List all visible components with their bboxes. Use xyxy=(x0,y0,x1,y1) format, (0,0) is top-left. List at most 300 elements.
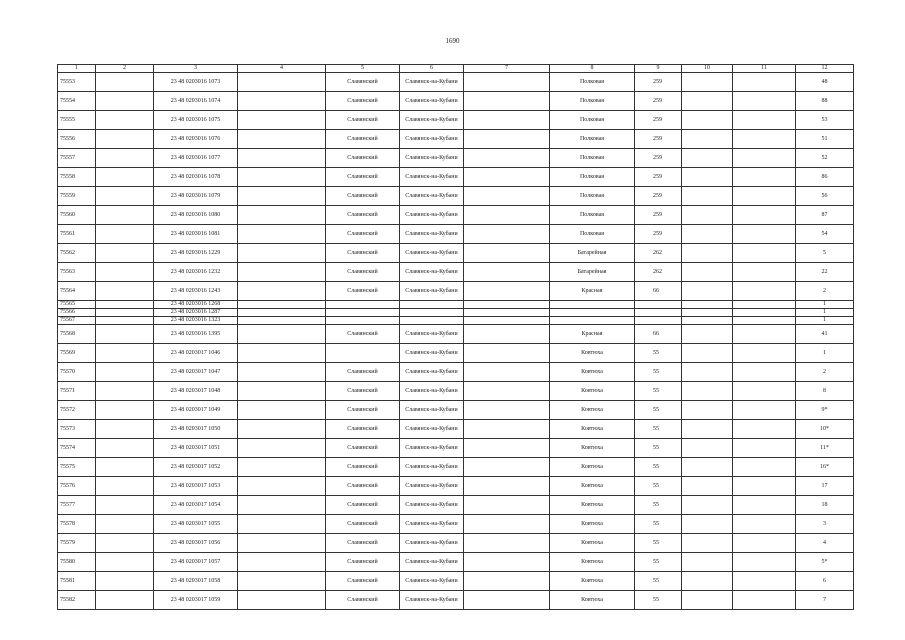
table-cell: Ковтюха xyxy=(550,534,635,553)
table-cell xyxy=(733,225,796,244)
table-cell: Полковая xyxy=(550,111,635,130)
table-cell: 3 xyxy=(796,515,854,534)
table-cell xyxy=(238,401,326,420)
table-cell: 18 xyxy=(796,496,854,515)
table-cell: 75578 xyxy=(58,515,96,534)
table-cell: 1 xyxy=(796,317,854,325)
column-header: 12 xyxy=(796,65,854,73)
table-cell: Славянский xyxy=(326,282,400,301)
table-cell: 23 48 0203017 1052 xyxy=(154,458,238,477)
table-cell xyxy=(682,263,733,282)
table-cell: 41 xyxy=(796,325,854,344)
table-cell xyxy=(682,382,733,401)
table-cell xyxy=(635,317,682,325)
table-cell xyxy=(464,420,550,439)
table-row xyxy=(58,572,854,591)
table-row xyxy=(58,309,854,317)
table-cell xyxy=(464,225,550,244)
table-cell: 55 xyxy=(635,534,682,553)
table-cell xyxy=(464,301,550,309)
column-header: 5 xyxy=(326,65,400,73)
table-cell: 1 xyxy=(796,309,854,317)
table-cell xyxy=(733,572,796,591)
table-cell xyxy=(464,477,550,496)
column-header: 10 xyxy=(682,65,733,73)
table-cell xyxy=(238,301,326,309)
table-cell: 55 xyxy=(635,401,682,420)
table-cell xyxy=(238,534,326,553)
table-row xyxy=(58,477,854,496)
table-cell: Славянск-на-Кубани xyxy=(400,458,464,477)
table-cell: Славянский xyxy=(326,477,400,496)
table-cell xyxy=(733,553,796,572)
table-row xyxy=(58,225,854,244)
table-cell: Славянский xyxy=(326,149,400,168)
table-cell xyxy=(682,401,733,420)
table-cell xyxy=(96,344,154,363)
table-cell xyxy=(682,591,733,610)
table-cell: Славянский xyxy=(326,534,400,553)
table-cell xyxy=(96,458,154,477)
table-body xyxy=(58,65,854,610)
table-cell: 75563 xyxy=(58,263,96,282)
table-cell: 75577 xyxy=(58,496,96,515)
table-cell xyxy=(464,168,550,187)
table-cell: 259 xyxy=(635,111,682,130)
table-cell: 55 xyxy=(635,382,682,401)
table-cell: 23 48 0203016 1077 xyxy=(154,149,238,168)
table-cell xyxy=(326,301,400,309)
table-cell: Ковтюха xyxy=(550,439,635,458)
table-cell: 75557 xyxy=(58,149,96,168)
table-row xyxy=(58,363,854,382)
column-header: 4 xyxy=(238,65,326,73)
table-row xyxy=(58,591,854,610)
table-cell: Полковая xyxy=(550,225,635,244)
table-cell xyxy=(733,534,796,553)
table-cell: 75556 xyxy=(58,130,96,149)
table-cell: 23 48 0203017 1056 xyxy=(154,534,238,553)
table-cell: 259 xyxy=(635,187,682,206)
table-cell xyxy=(238,206,326,225)
table-cell: 23 48 0203016 1074 xyxy=(154,92,238,111)
table-cell xyxy=(238,515,326,534)
table-cell xyxy=(682,439,733,458)
table-cell: 23 48 0203016 1287 xyxy=(154,309,238,317)
table-cell xyxy=(464,401,550,420)
table-cell xyxy=(682,92,733,111)
table-cell: 75560 xyxy=(58,206,96,225)
column-header: 1 xyxy=(58,65,96,73)
table-cell: Полковая xyxy=(550,149,635,168)
table-cell xyxy=(682,458,733,477)
table-cell: 5* xyxy=(796,553,854,572)
table-cell xyxy=(682,206,733,225)
table-cell: Славянский xyxy=(326,92,400,111)
table-cell: 259 xyxy=(635,149,682,168)
table-cell: Ковтюха xyxy=(550,553,635,572)
table-cell: Славянск-на-Кубани xyxy=(400,344,464,363)
table-cell: Славянский xyxy=(326,225,400,244)
table-cell: 259 xyxy=(635,225,682,244)
table-cell xyxy=(682,244,733,263)
table-cell: 55 xyxy=(635,591,682,610)
table-cell: 66 xyxy=(635,325,682,344)
table-cell xyxy=(464,111,550,130)
table-cell xyxy=(464,149,550,168)
table-cell: 23 48 0203016 1268 xyxy=(154,301,238,309)
table-cell xyxy=(682,572,733,591)
column-header: 11 xyxy=(733,65,796,73)
table-cell xyxy=(682,168,733,187)
table-cell: 75571 xyxy=(58,382,96,401)
table-cell xyxy=(96,187,154,206)
table-cell: Полковая xyxy=(550,206,635,225)
table-cell xyxy=(464,206,550,225)
table-cell: Славянск-на-Кубани xyxy=(400,206,464,225)
table-cell: 23 48 0203017 1054 xyxy=(154,496,238,515)
table-cell: Славянский xyxy=(326,420,400,439)
table-cell: 55 xyxy=(635,515,682,534)
table-cell xyxy=(238,282,326,301)
table-cell xyxy=(96,420,154,439)
table-cell xyxy=(733,301,796,309)
table-cell: 75580 xyxy=(58,553,96,572)
table-cell xyxy=(682,225,733,244)
table-cell: Славянск-на-Кубани xyxy=(400,149,464,168)
table-cell: 55 xyxy=(635,420,682,439)
table-row xyxy=(58,73,854,92)
table-cell: 2 xyxy=(796,363,854,382)
table-cell: Славянск-на-Кубани xyxy=(400,439,464,458)
table-cell: 1 xyxy=(796,344,854,363)
table-cell xyxy=(96,225,154,244)
table-cell: 23 48 0203016 1076 xyxy=(154,130,238,149)
table-cell xyxy=(635,309,682,317)
table-cell xyxy=(733,458,796,477)
table-cell: 23 48 0203017 1050 xyxy=(154,420,238,439)
table-cell xyxy=(733,344,796,363)
table-cell: 259 xyxy=(635,206,682,225)
table-cell: Славянск-на-Кубани xyxy=(400,515,464,534)
table-cell: Славянск-на-Кубани xyxy=(400,401,464,420)
table-cell xyxy=(550,309,635,317)
table-cell: Славянск-на-Кубани xyxy=(400,225,464,244)
table-cell xyxy=(682,363,733,382)
table-cell xyxy=(96,363,154,382)
table-cell: 7 xyxy=(796,591,854,610)
table-cell: Ковтюха xyxy=(550,477,635,496)
table-cell: Славянск-на-Кубани xyxy=(400,168,464,187)
table-cell: 259 xyxy=(635,130,682,149)
table-cell: Славянск-на-Кубани xyxy=(400,363,464,382)
table-cell: 75574 xyxy=(58,439,96,458)
table-cell: Славянский xyxy=(326,130,400,149)
table-cell: 55 xyxy=(635,477,682,496)
table-cell xyxy=(733,73,796,92)
table-cell: 23 48 0203017 1051 xyxy=(154,439,238,458)
table-cell: 56 xyxy=(796,187,854,206)
table-cell xyxy=(682,317,733,325)
table-cell: 86 xyxy=(796,168,854,187)
table-cell: Славянский xyxy=(326,496,400,515)
table-cell xyxy=(464,382,550,401)
table-cell: Славянск-на-Кубани xyxy=(400,187,464,206)
table-cell: Славянский xyxy=(326,553,400,572)
table-cell: Славянск-на-Кубани xyxy=(400,553,464,572)
table-cell xyxy=(238,111,326,130)
table-cell xyxy=(238,591,326,610)
table-cell: 87 xyxy=(796,206,854,225)
table-cell xyxy=(238,477,326,496)
table-cell xyxy=(238,244,326,263)
table-cell: Батарейная xyxy=(550,244,635,263)
table-cell xyxy=(238,496,326,515)
table-cell: Славянский xyxy=(326,206,400,225)
table-cell: 53 xyxy=(796,111,854,130)
table-cell: 1 xyxy=(796,301,854,309)
table-cell xyxy=(238,92,326,111)
table-cell: Славянский xyxy=(326,382,400,401)
table-cell xyxy=(238,382,326,401)
table-cell xyxy=(635,301,682,309)
table-cell: Красная xyxy=(550,282,635,301)
table-cell: Ковтюха xyxy=(550,382,635,401)
column-header: 8 xyxy=(550,65,635,73)
table-cell: Славянск-на-Кубани xyxy=(400,420,464,439)
table-cell xyxy=(238,553,326,572)
table-cell: 75553 xyxy=(58,73,96,92)
table-cell: 23 48 0203016 1232 xyxy=(154,263,238,282)
table-cell: 17 xyxy=(796,477,854,496)
table-cell: Славянск-на-Кубани xyxy=(400,325,464,344)
table-cell: Славянск-на-Кубани xyxy=(400,477,464,496)
table-cell xyxy=(238,439,326,458)
table-cell: 2 xyxy=(796,282,854,301)
table-cell: 75566 xyxy=(58,309,96,317)
table-cell xyxy=(550,317,635,325)
table-cell: Славянский xyxy=(326,244,400,263)
table-cell xyxy=(733,263,796,282)
table-cell xyxy=(96,496,154,515)
table-cell: Славянский xyxy=(326,168,400,187)
table-cell xyxy=(238,458,326,477)
table-cell: 52 xyxy=(796,149,854,168)
table-cell xyxy=(400,309,464,317)
table-cell: Славянский xyxy=(326,263,400,282)
table-cell: Славянский xyxy=(326,325,400,344)
table-cell xyxy=(96,439,154,458)
table-cell: 66 xyxy=(635,282,682,301)
table-cell xyxy=(733,187,796,206)
table-cell: 23 48 0203016 1395 xyxy=(154,325,238,344)
table-cell xyxy=(464,515,550,534)
table-cell xyxy=(96,130,154,149)
table-cell: 75562 xyxy=(58,244,96,263)
table-cell: 75568 xyxy=(58,325,96,344)
table-cell xyxy=(464,244,550,263)
table-row xyxy=(58,263,854,282)
table-cell xyxy=(682,73,733,92)
table-cell xyxy=(464,263,550,282)
table-cell: 75579 xyxy=(58,534,96,553)
table-cell xyxy=(238,187,326,206)
table-cell xyxy=(464,572,550,591)
table-row xyxy=(58,458,854,477)
table-row xyxy=(58,149,854,168)
table-cell xyxy=(733,477,796,496)
table-cell: Полковая xyxy=(550,92,635,111)
table-cell xyxy=(733,149,796,168)
table-cell: Славянский xyxy=(326,111,400,130)
table-cell xyxy=(733,309,796,317)
table-cell xyxy=(464,325,550,344)
table-cell: 54 xyxy=(796,225,854,244)
table-cell: Славянск-на-Кубани xyxy=(400,92,464,111)
table-cell: 11* xyxy=(796,439,854,458)
table-cell: 23 48 0203016 1080 xyxy=(154,206,238,225)
table-cell xyxy=(682,344,733,363)
table-cell: 75555 xyxy=(58,111,96,130)
table-cell xyxy=(464,496,550,515)
table-row xyxy=(58,244,854,263)
table-cell xyxy=(96,149,154,168)
table-cell xyxy=(464,458,550,477)
table-cell: Славянск-на-Кубани xyxy=(400,244,464,263)
table-cell xyxy=(682,111,733,130)
table-cell xyxy=(682,553,733,572)
table-cell xyxy=(96,477,154,496)
table-cell: Славянский xyxy=(326,591,400,610)
table-cell: 55 xyxy=(635,553,682,572)
table-cell: Ковтюха xyxy=(550,363,635,382)
table-cell xyxy=(238,263,326,282)
table-row xyxy=(58,301,854,309)
table-cell: 23 48 0203016 1075 xyxy=(154,111,238,130)
table-row xyxy=(58,206,854,225)
table-cell xyxy=(682,309,733,317)
page-number: 1690 xyxy=(445,37,460,45)
table-cell: Славянский xyxy=(326,572,400,591)
table-cell xyxy=(733,363,796,382)
table-cell xyxy=(96,515,154,534)
table-cell xyxy=(464,309,550,317)
table-cell xyxy=(733,282,796,301)
table-cell: Славянский xyxy=(326,73,400,92)
table-cell: 8 xyxy=(796,382,854,401)
table-cell: 23 48 0203016 1323 xyxy=(154,317,238,325)
column-header: 9 xyxy=(635,65,682,73)
table-cell xyxy=(464,317,550,325)
table-cell: 4 xyxy=(796,534,854,553)
table-cell xyxy=(238,363,326,382)
table-cell: 9* xyxy=(796,401,854,420)
table-cell: Ковтюха xyxy=(550,515,635,534)
table-cell: 75565 xyxy=(58,301,96,309)
table-cell xyxy=(238,73,326,92)
table-cell: Славянск-на-Кубани xyxy=(400,382,464,401)
register-table xyxy=(57,64,854,610)
table-cell xyxy=(464,591,550,610)
table-row xyxy=(58,92,854,111)
table-cell: 51 xyxy=(796,130,854,149)
table-cell xyxy=(733,515,796,534)
table-cell xyxy=(733,382,796,401)
table-cell: Славянск-на-Кубани xyxy=(400,73,464,92)
table-cell xyxy=(733,206,796,225)
table-cell: Славянск-на-Кубани xyxy=(400,263,464,282)
table-cell: Красная xyxy=(550,325,635,344)
table-cell xyxy=(464,187,550,206)
table-cell xyxy=(682,301,733,309)
table-cell xyxy=(733,496,796,515)
column-header: 3 xyxy=(154,65,238,73)
table-cell xyxy=(238,168,326,187)
table-cell xyxy=(733,244,796,263)
table-cell: 23 48 0203017 1048 xyxy=(154,382,238,401)
table-cell: 23 48 0203017 1058 xyxy=(154,572,238,591)
table-cell: 23 48 0203016 1229 xyxy=(154,244,238,263)
table-cell xyxy=(733,111,796,130)
table-cell: 23 48 0203016 1073 xyxy=(154,73,238,92)
table-row xyxy=(58,439,854,458)
table-cell xyxy=(326,317,400,325)
table-cell: 75573 xyxy=(58,420,96,439)
table-cell: 55 xyxy=(635,458,682,477)
table-row xyxy=(58,420,854,439)
table-cell: 75569 xyxy=(58,344,96,363)
table-cell: 75554 xyxy=(58,92,96,111)
table-row xyxy=(58,496,854,515)
table-cell xyxy=(96,73,154,92)
table-cell: Ковтюха xyxy=(550,401,635,420)
table-cell xyxy=(326,309,400,317)
table-cell: 75564 xyxy=(58,282,96,301)
table-cell: Славянск-на-Кубани xyxy=(400,130,464,149)
table-cell: 259 xyxy=(635,73,682,92)
table-cell: 10* xyxy=(796,420,854,439)
table-cell: 259 xyxy=(635,168,682,187)
table-cell xyxy=(96,534,154,553)
column-header: 2 xyxy=(96,65,154,73)
table-cell xyxy=(238,225,326,244)
table-cell: 55 xyxy=(635,496,682,515)
table-cell xyxy=(464,534,550,553)
table-cell: 75558 xyxy=(58,168,96,187)
table-cell: 5 xyxy=(796,244,854,263)
table-cell: 75575 xyxy=(58,458,96,477)
table-cell: Славянский xyxy=(326,515,400,534)
table-cell: Ковтюха xyxy=(550,496,635,515)
table-cell: Полковая xyxy=(550,130,635,149)
table-cell xyxy=(96,309,154,317)
table-cell: Ковтюха xyxy=(550,344,635,363)
table-cell xyxy=(733,130,796,149)
table-cell xyxy=(682,282,733,301)
table-cell xyxy=(733,401,796,420)
table-cell: 75561 xyxy=(58,225,96,244)
table-cell xyxy=(733,420,796,439)
table-cell: Славянский xyxy=(326,458,400,477)
table-cell: 262 xyxy=(635,263,682,282)
table-cell xyxy=(400,317,464,325)
table-row xyxy=(58,168,854,187)
table-cell: Полковая xyxy=(550,73,635,92)
table-cell: Ковтюха xyxy=(550,572,635,591)
table-cell: Полковая xyxy=(550,187,635,206)
table-cell: 75567 xyxy=(58,317,96,325)
table-row xyxy=(58,382,854,401)
